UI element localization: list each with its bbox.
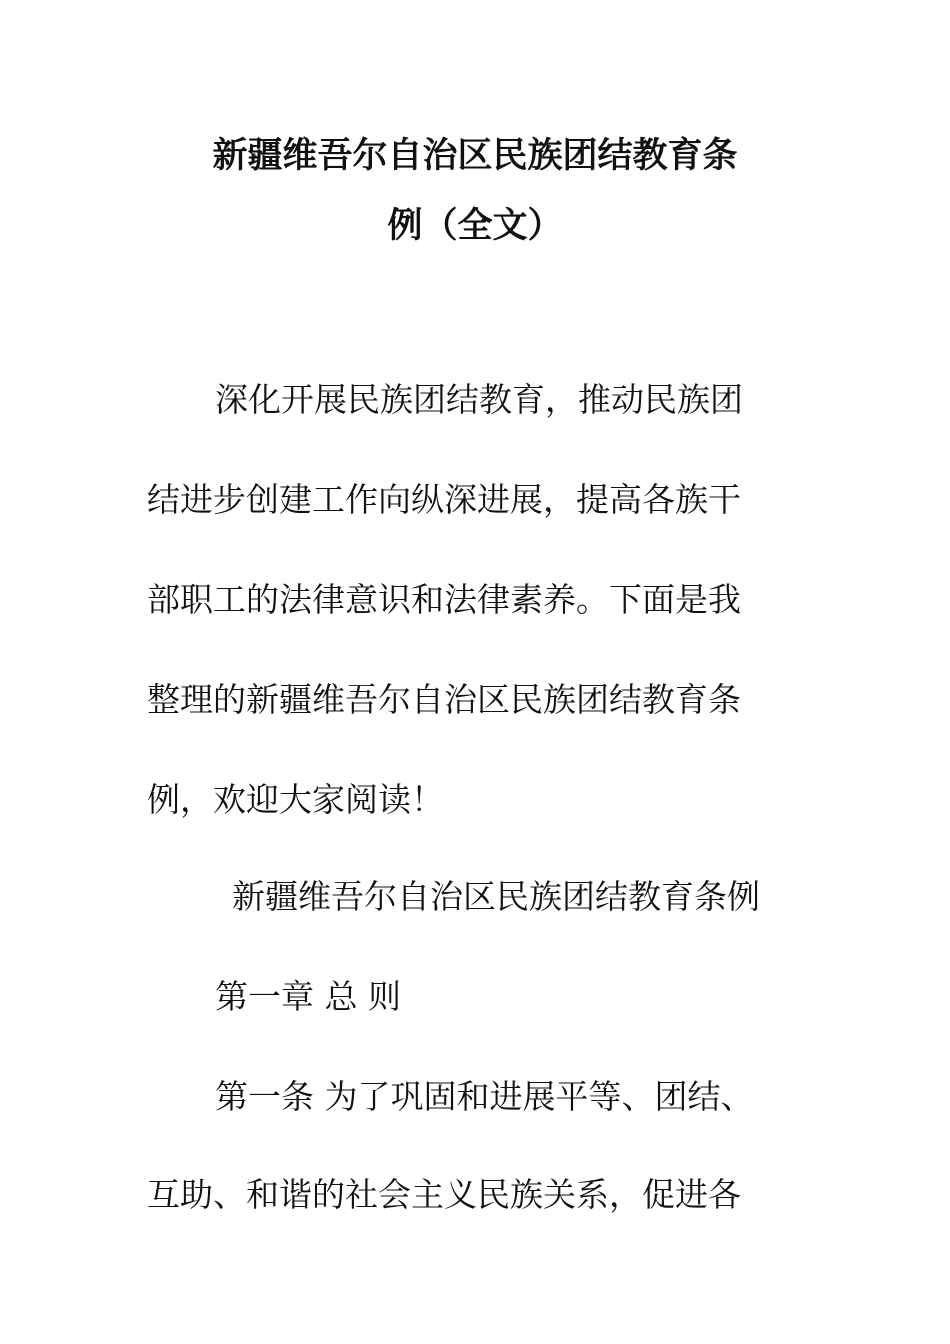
intro-paragraph-line-3: 部职工的法律意识和法律素养。下面是我 (147, 580, 741, 619)
article-1-line-1: 第一条 为了巩固和进展平等、团结、 (215, 1077, 754, 1116)
intro-paragraph-line-4: 整理的新疆维吾尔自治区民族团结教育条 (147, 680, 741, 719)
chapter-heading: 第一章 总 则 (215, 977, 401, 1016)
intro-paragraph-line-2: 结进步创建工作向纵深进展，提高各族干 (147, 480, 741, 519)
intro-paragraph-line-1: 深化开展民族团结教育，推动民族团 (215, 380, 743, 419)
intro-paragraph-line-5: 例，欢迎大家阅读！ (147, 780, 444, 819)
document-title-line-1: 新疆维吾尔自治区民族团结教育条 (212, 136, 738, 176)
article-1-line-2: 互助、和谐的社会主义民族关系，促进各 (147, 1175, 741, 1214)
document-title-line-2: 例（全文） (387, 206, 563, 246)
regulation-heading: 新疆维吾尔自治区民族团结教育条例 (232, 877, 760, 916)
